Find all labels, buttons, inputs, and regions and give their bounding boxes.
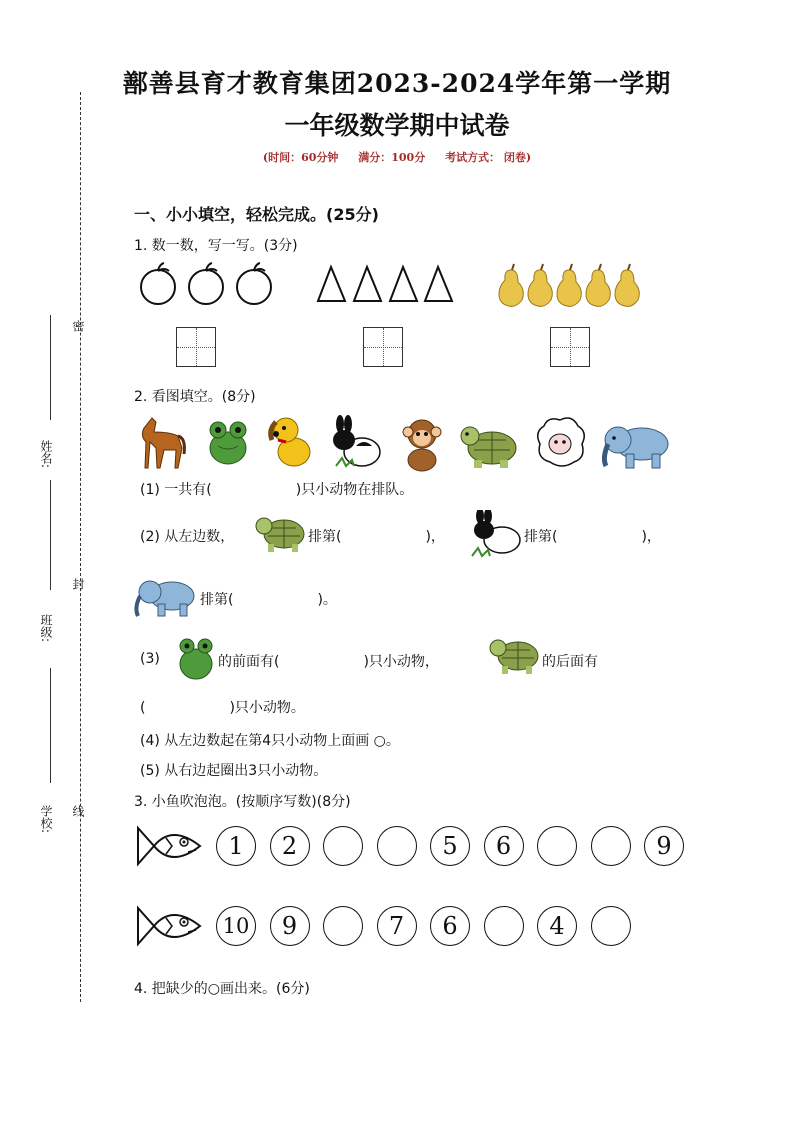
monkey-icon xyxy=(403,420,441,471)
exam-time: (时间：60分钟 xyxy=(262,151,339,164)
turtle-icon xyxy=(461,427,516,468)
question-2-3-frog: 的前面有( )只小动物， xyxy=(218,654,439,670)
frog-icon xyxy=(210,422,246,464)
turtle-icon xyxy=(254,512,308,556)
question-2-2-turtle: 排第( )， xyxy=(308,529,445,545)
pear-icon xyxy=(499,270,639,306)
triangle-icon xyxy=(318,267,452,301)
bubble-number: 6 xyxy=(430,906,470,946)
bubble-blank[interactable] xyxy=(323,906,363,946)
bubble-number: 5 xyxy=(430,826,470,866)
exam-mode: 考试方式： 闭卷) xyxy=(445,151,532,164)
bubble-number: 10 xyxy=(216,906,256,946)
question-4: 4. 把缺少的○画出来。(6分) xyxy=(134,981,310,997)
question-2-2-intro: (2) 从左边数， xyxy=(140,529,235,545)
exam-score: 满分：100分 xyxy=(358,151,426,164)
section-heading: 一、小小填空，轻松完成。(25分) xyxy=(134,205,379,224)
answer-box-triangles[interactable] xyxy=(363,327,403,367)
bubble-number: 4 xyxy=(537,906,577,946)
class-field-line[interactable] xyxy=(50,480,51,590)
animal-row xyxy=(134,412,674,472)
seal-mark-3: 线 xyxy=(71,805,85,817)
seal-mark-2: 封 xyxy=(71,578,85,590)
elephant-icon xyxy=(132,574,196,620)
bubble-blank[interactable] xyxy=(484,906,524,946)
bubble-number: 7 xyxy=(377,906,417,946)
apples-group xyxy=(138,262,278,306)
school-field-line[interactable] xyxy=(50,668,51,783)
question-2-5: (5) 从右边起圈出3只小动物。 xyxy=(140,763,328,779)
sheep-icon xyxy=(538,418,585,466)
question-2-2-elephant: 排第( )。 xyxy=(200,592,337,608)
frog-icon xyxy=(176,634,216,682)
triangles-group xyxy=(315,264,455,304)
seal-mark-1: 密 xyxy=(71,320,85,332)
question-2-3-turtle: 的后面有 xyxy=(542,654,598,670)
turtle-icon xyxy=(488,634,542,680)
question-2-4: (4) 从左边数起在第4只小动物上面画 ○。 xyxy=(140,733,400,749)
rabbit-icon xyxy=(333,415,380,466)
class-label: 班级: xyxy=(39,614,53,643)
fish-icon xyxy=(136,822,204,870)
elephant-icon xyxy=(604,427,668,468)
bubble-blank[interactable] xyxy=(323,826,363,866)
binding-dashed-line xyxy=(80,92,81,1002)
apple-icon xyxy=(141,263,271,304)
bubble-number: 1 xyxy=(216,826,256,866)
bubble-number: 9 xyxy=(270,906,310,946)
exam-title: 鄯善县育才教育集团2023-2024学年第一学期 xyxy=(122,69,672,98)
exam-subtitle: 一年级数学期中试卷 xyxy=(284,111,510,140)
name-field-line[interactable] xyxy=(50,315,51,420)
question-2-3-intro: (3) xyxy=(140,651,160,667)
bubble-number: 9 xyxy=(644,826,684,866)
rabbit-icon xyxy=(468,510,524,558)
horse-icon xyxy=(142,418,184,468)
bubble-blank[interactable] xyxy=(591,826,631,866)
exam-info xyxy=(0,149,794,165)
question-2-1: (1) 一共有( )只小动物在排队。 xyxy=(140,482,414,498)
dog-icon xyxy=(271,418,310,466)
question-2-2-rabbit: 排第( )， xyxy=(524,529,661,545)
name-label: 姓名: xyxy=(39,440,53,469)
question-1: 1. 数一数，写一写。(3分) xyxy=(134,238,298,254)
bubble-number: 6 xyxy=(484,826,524,866)
question-2: 2. 看图填空。(8分) xyxy=(134,389,256,405)
school-label: 学校: xyxy=(39,805,53,834)
bubble-blank[interactable] xyxy=(537,826,577,866)
pears-group xyxy=(496,262,644,310)
fish-icon xyxy=(136,902,204,950)
answer-box-pears[interactable] xyxy=(550,327,590,367)
answer-box-apples[interactable] xyxy=(176,327,216,367)
bubble-blank[interactable] xyxy=(377,826,417,866)
bubble-blank[interactable] xyxy=(591,906,631,946)
question-3: 3. 小鱼吹泡泡。(按顺序写数)(8分) xyxy=(134,794,351,810)
bubble-number: 2 xyxy=(270,826,310,866)
question-2-3-end: ( )只小动物。 xyxy=(140,700,305,716)
